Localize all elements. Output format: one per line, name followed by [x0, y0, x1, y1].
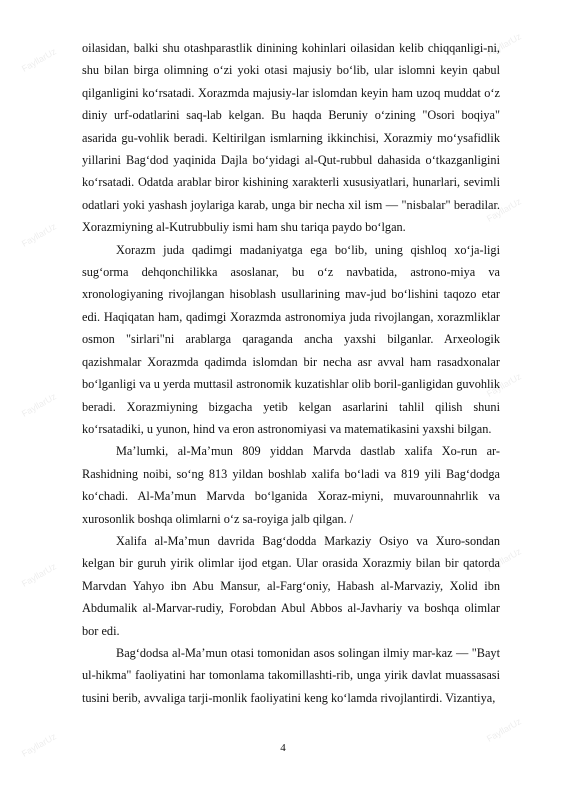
watermark: FayllarUz	[20, 731, 58, 759]
page-number: 4	[280, 742, 286, 754]
paragraph: Xalifa al-Ma’mun davrida Bag‘dodda Markaziy Osiyo va Xuro-sondan kelgan bir guruh yirik olimlar ijod etgan. Ular orasida Xorazmiy bilan bir qatorda Marvdan Yahyo ibn Abu Mansur, al-Farg‘oniy, Habash al-Marvaziy, Xolid ibn Abdumalik al-Marvar-rudiy, Forobdan Abul Abbos al-Javhariy va boshqa olimlar bor edi.	[82, 533, 500, 638]
watermark: FayllarUz	[485, 546, 523, 574]
watermark: FayllarUz	[485, 31, 523, 59]
watermark: FayllarUz	[20, 221, 58, 249]
watermark: FayllarUz	[20, 46, 58, 74]
paragraph: Ma’lumki, al-Ma’mun 809 yiddan Marvda dastlab xalifa Xo-run ar-Rashidning noibi, so‘ng 813 yildan boshlab xalifa bo‘ladi va 819 yili Bag‘dodga ko‘chadi. Al-Ma’mun Marvda bo‘lganida Xoraz-miyni, muvarounnahrlik va xurosonlik boshqa olimlarni o‘z sa-royiga jalb qilgan. /	[82, 444, 500, 526]
watermark: FayllarUz	[485, 371, 523, 399]
watermark: FayllarUz	[485, 196, 523, 224]
paragraph: Xorazm juda qadimgi madaniyatga ega bo‘lib, uning qishloq xo‘ja-ligi sug‘orma dehqonchilikka asoslanar, bu o‘z navbatida, astrono-miya va xronologiyaning rivojlangan hisoblash usullarining mav-jud bo‘lishini taqozo etar edi. Haqiqatan ham, qadimgi Xorazmda astronomiya juda rivojlangan, xorazmliklar osmon "sirlari"ni arablarga qaraganda ancha yaxshi bilganlar. Arxeologik qazishmalar Xorazmda qadimda islomdan bir necha asr avval ham rasadxonalar bo‘lganligi va u yerda muttasil astronomik kuzatishlar olib boril-ganligidan guvohlik beradi. Xorazmiyning bizgacha yetib kelgan asarlarini tahlil qilish shuni ko‘rsatadiki, u yunon, hind va eron astronomiyasi va matematikasini yaxshi bilgan.	[82, 242, 500, 436]
paragraph: oilasidan, balki shu otashparastlik dinining kohinlari oilasidan kelib chiqqanligi-ni, shu bilan birga olimning o‘zi yoki otasi majusiy bo‘lib, ular islomni keyin qabul qilganligini ko‘rsatadi. Xorazmda majusiy-lar islomdan keyin ham uzoq muddat o‘z diniy urf-odatlarini saq-lab kelgan. Bu haqda Beruniy o‘zining "Osori boqiya" asarida gu-vohlik beradi. Keltirilgan ismlarning ikkinchisi, Xorazmiy mo‘ysafidlik yillarini Bag‘dod yaqinida Dajla bo‘yidagi al-Qut-rubbul dahasida o‘tkazganligini ko‘rsatadi. Odatda arablar biror kishining xarakterli xususiyatlari, hunarlari, sevimli odatlari yoki yashash joylariga karab, unga bir necha xil ism — "nisbalar" beradilar. Xorazmiyning al-Kutrubbuliy ismi ham shu tariqa paydo bo‘lgan.	[82, 41, 500, 235]
paragraph: Bag‘dodsa al-Ma’mun otasi tomonidan asos solingan ilmiy mar-kaz — "Bayt ul-hikma" faoliyatini har tomonlama takomillashti-rib, unga yirik davlat muassasasi tusini berib, avvaliga tarji-monlik faoliyatini keng ko‘lamda rivojlantirdi. Vizantiya,	[82, 645, 500, 705]
watermark: FayllarUz	[20, 561, 58, 589]
watermark: FayllarUz	[485, 716, 523, 744]
watermark: FayllarUz	[20, 391, 58, 419]
body-text	[82, 37, 500, 709]
